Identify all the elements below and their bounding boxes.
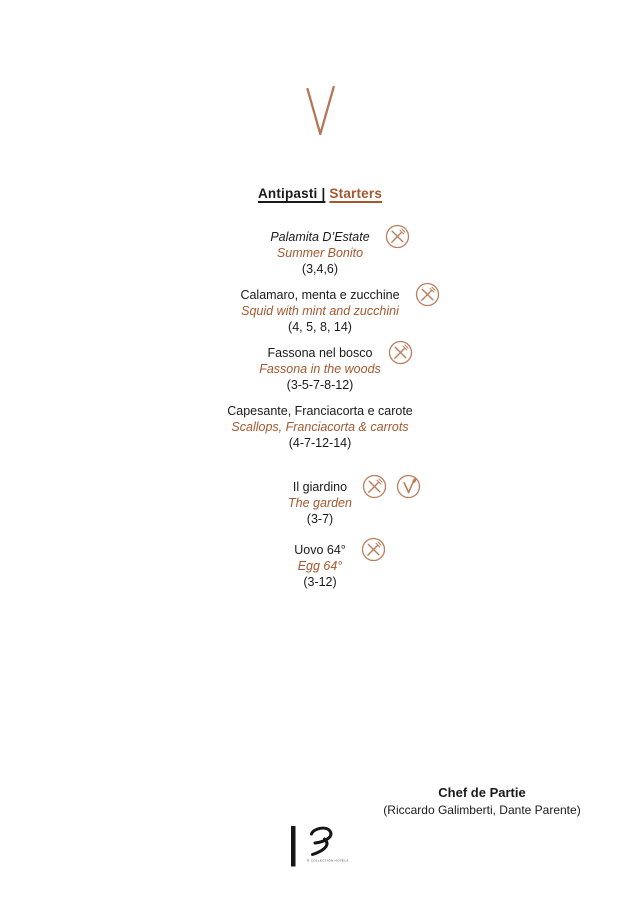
menu-items-list bbox=[0, 229, 640, 600]
dish-translation: Egg 64° bbox=[297, 559, 343, 573]
menu-item bbox=[0, 229, 640, 277]
section-heading-primary: Antipasti | bbox=[257, 186, 326, 201]
dish-badges bbox=[361, 537, 386, 562]
logo-caption: R COLLECTION HOTELS bbox=[307, 858, 349, 863]
dish-name: Uovo 64° bbox=[294, 543, 346, 557]
r-logo-glyph bbox=[312, 828, 331, 854]
dish-translation: Squid with mint and zucchini bbox=[241, 304, 399, 318]
dish-translation: Summer Bonito bbox=[276, 246, 364, 260]
menu-item bbox=[0, 345, 640, 393]
chef-block bbox=[349, 785, 615, 817]
dish-translation: The garden bbox=[288, 496, 352, 510]
logo-bar bbox=[291, 826, 296, 867]
section-heading-secondary: Starters bbox=[329, 186, 383, 201]
dish-name: Capesante, Franciacorta e carote bbox=[227, 404, 413, 418]
menu-item bbox=[0, 287, 640, 335]
dish-badges bbox=[362, 474, 421, 499]
chef-names: (Riccardo Galimberti, Dante Parente) bbox=[383, 803, 581, 817]
crossed-cutlery-icon bbox=[415, 282, 440, 307]
dish-translation: Fassona in the woods bbox=[259, 362, 381, 376]
dish-badges bbox=[415, 282, 440, 307]
dish-allergens: (3-7) bbox=[306, 512, 334, 526]
dish-translation: Scallops, Franciacorta & carrots bbox=[231, 420, 409, 434]
dish-name: Palamita D’Estate bbox=[270, 230, 370, 244]
section-heading bbox=[0, 186, 640, 201]
menu-item bbox=[0, 479, 640, 527]
dish-name: Il giardino bbox=[292, 480, 348, 494]
menu-item bbox=[0, 403, 640, 451]
dish-name: Fassona nel bosco bbox=[267, 346, 373, 360]
v-logo-icon bbox=[300, 84, 340, 138]
chef-title: Chef de Partie bbox=[438, 785, 526, 800]
dish-name: Calamaro, menta e zucchine bbox=[240, 288, 400, 302]
menu-item bbox=[0, 542, 640, 590]
vegetarian-icon bbox=[396, 474, 421, 499]
dish-allergens: (3-5-7-8-12) bbox=[286, 378, 354, 392]
dish-badges bbox=[388, 340, 413, 365]
crossed-cutlery-icon bbox=[388, 340, 413, 365]
dish-badges bbox=[385, 224, 410, 249]
crossed-cutlery-icon bbox=[361, 537, 386, 562]
dish-allergens: (3,4,6) bbox=[301, 262, 339, 276]
brand-v-logo bbox=[0, 84, 640, 138]
r-collection-logo-icon bbox=[291, 826, 365, 868]
dish-allergens: (3-12) bbox=[303, 575, 337, 589]
crossed-cutlery-icon bbox=[385, 224, 410, 249]
dish-allergens: (4-7-12-14) bbox=[288, 436, 352, 450]
dish-allergens: (4, 5, 8, 14) bbox=[288, 320, 352, 334]
hotel-logo bbox=[291, 826, 365, 873]
crossed-cutlery-icon bbox=[362, 474, 387, 499]
